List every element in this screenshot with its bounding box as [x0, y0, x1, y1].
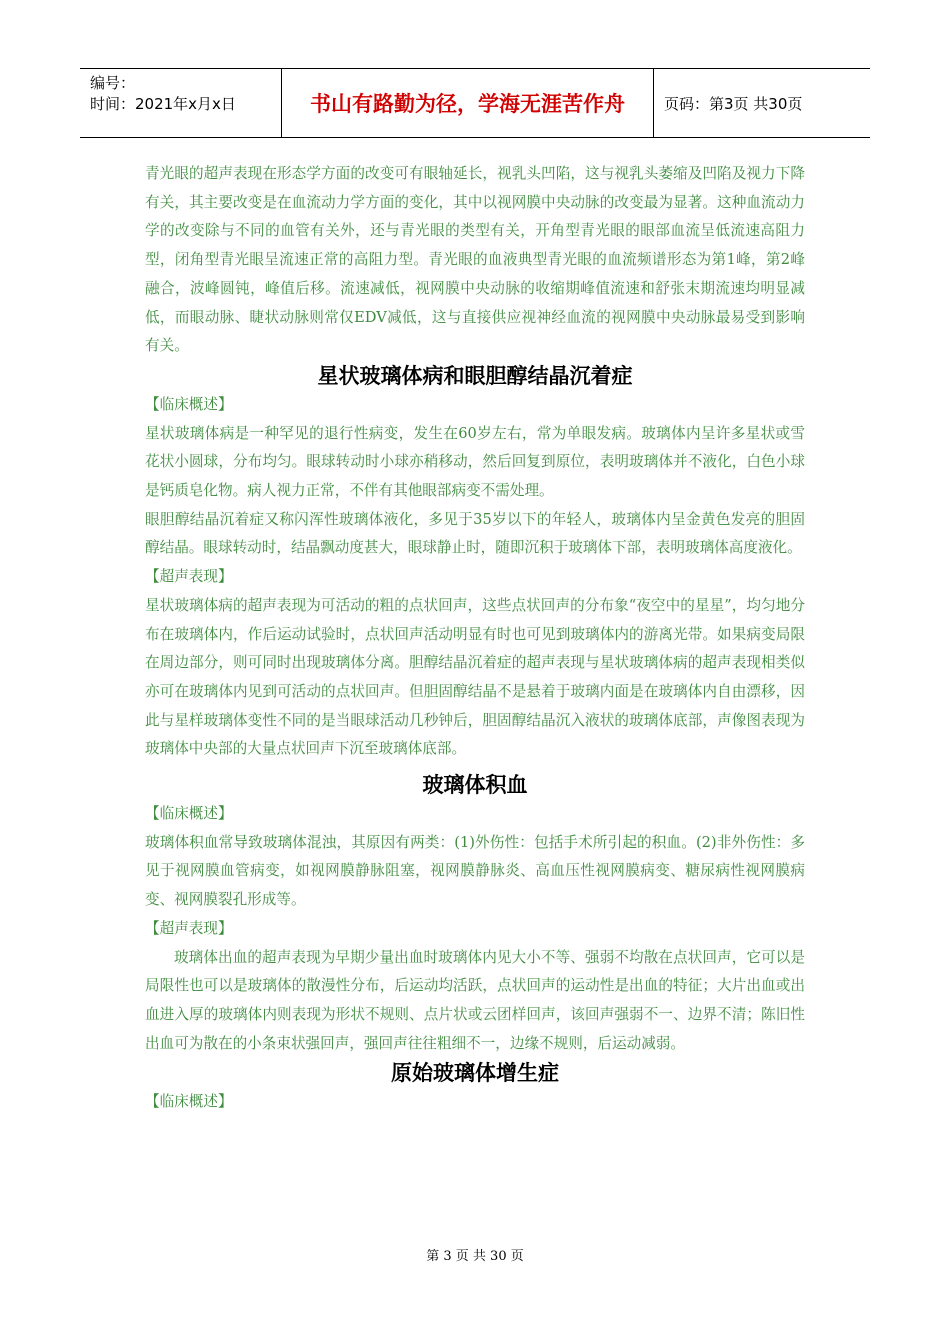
header-motto: 书山有路勤为径，学海无涯苦作舟: [282, 69, 654, 137]
header-meta: [80, 69, 282, 137]
clinical-paragraph: 眼胆醇结晶沉着症又称闪浑性玻璃体液化，多见于35岁以下的年轻人，玻璃体内呈金黄色发亮的胆固醇结晶。眼球转动时，结晶飘动度甚大，眼球静止时，随即沉积于玻璃体下部，表明玻璃体高度液化。: [145, 510, 805, 557]
section-title-asteroid-hyalosis: 星状玻璃体病和眼胆醇结晶沉着症: [317, 363, 633, 388]
ultrasound-tag: 【超声表现】: [145, 568, 233, 586]
clinical-overview-tag: 【临床概述】: [145, 395, 233, 413]
page-header: [80, 68, 870, 138]
ultrasound-paragraph: 玻璃体出血的超声表现为早期少量出血时玻璃体内见大小不等、强弱不均散在点状回声，它可以是局限性也可以是玻璃体的散漫性分布，后运动均活跃，点状回声的运动性是出血的特征；大片出血或出血进入厚的玻璃体内则表现为形状不规则、点片状或云团样回声，该回声强弱不一、边界不清；陈旧性出血可为散在的小条束状强回声，强回声往往粗细不一，边缘不规则，后运动减弱。: [145, 948, 805, 1052]
header-date-label: 时间：2021年x月x日: [90, 95, 236, 113]
intro-paragraph: 青光眼的超声表现在形态学方面的改变可有眼轴延长，视乳头凹陷，这与视乳头萎缩及凹陷及视力下降有关，其主要改变是在血流动力学方面的变化，其中以视网膜中央动脉的改变最为显著。这种血流动力学的改变除与不同的血管有关外，还与青光眼的类型有关，开角型青光眼的眼部血流呈低流速高阻力型，闭角型青光眼呈流速正常的高阻力型。青光眼的血液典型青光眼的血流频谱形态为第1峰，第2峰融合，波峰圆钝，峰值后移。流速减低，视网膜中央动脉的收缩期峰值流速和舒张末期流速均明显减低，而眼动脉、睫状动脉则常仅EDV减低，这与直接供应视神经血流的视网膜中央动脉最易受到影响有关。: [145, 165, 805, 355]
section-title-phpv: 原始玻璃体增生症: [391, 1061, 559, 1086]
clinical-paragraph: 星状玻璃体病是一种罕见的退行性病变，发生在60岁左右，常为单眼发病。玻璃体内呈许多星状或雪花状小圆球，分布均匀。眼球转动时小球亦稍移动，然后回复到原位，表明玻璃体并不液化，白色小球是钙质皂化物。病人视力正常，不伴有其他眼部病变不需处理。: [145, 424, 805, 500]
clinical-overview-tag: 【临床概述】: [145, 805, 233, 823]
document-body: [145, 160, 805, 1117]
clinical-overview-tag: 【临床概述】: [145, 1093, 233, 1111]
header-number-label: 编号：: [90, 74, 136, 92]
header-page-info: 页码：第3页 共30页: [664, 94, 803, 113]
section-title-vitreous-hemorrhage: 玻璃体积血: [422, 773, 528, 798]
ultrasound-paragraph: 星状玻璃体病的超声表现为可活动的粗的点状回声，这些点状回声的分布象“夜空中的星星”，均匀地分布在玻璃体内，作后运动试验时，点状回声活动明显有时也可见到玻璃体内的游离光带。如果病变局限在周边部分，则可同时出现玻璃体分离。胆醇结晶沉着症的超声表现与星状玻璃体病的超声表现相类似亦可在玻璃体内见到可活动的点状回声。但胆固醇结晶不是悬着于玻璃内面是在玻璃体内自由漂移，因此与星样玻璃体变性不同的是当眼球活动几秒钟后，胆固醇结晶沉入液状的玻璃体底部，声像图表现为玻璃体中央部的大量点状回声下沉至玻璃体底部。: [145, 596, 805, 758]
page-footer: 第 3 页 共 30 页: [426, 1249, 524, 1264]
ultrasound-tag: 【超声表现】: [145, 919, 233, 937]
clinical-paragraph: 玻璃体积血常导致玻璃体混浊，其原因有两类：(1)外伤性：包括手术所引起的积血。(2)非外伤性：多见于视网膜血管病变，如视网膜静脉阻塞，视网膜静脉炎、高血压性视网膜病变、糖尿病性视网膜病变、视网膜裂孔形成等。: [145, 833, 805, 909]
